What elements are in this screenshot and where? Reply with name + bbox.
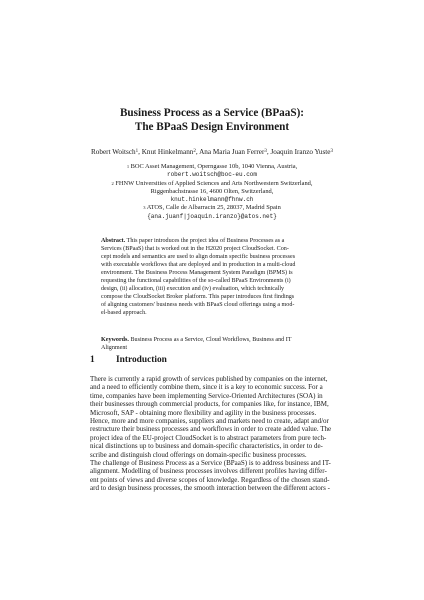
affiliation-mark: 2 [111, 180, 114, 186]
body-line: nical distinctions up to business and domain-specific characteristics, in order to de- [90, 442, 323, 451]
body-line: ent points of views and diverse scopes of knowledge. Regardless of the chosen stand- [90, 475, 330, 484]
section-title: Introduction [116, 355, 167, 365]
paper-title [60, 106, 364, 134]
author-name: Ana Maria Juan Ferrer [199, 148, 265, 156]
body-line: Hence, more and more companies, suppliers and markets need to create, adapt and/or [90, 417, 329, 426]
body-line: Microsoft, SAP - obtaining more flexibility and agility in the business processes. [90, 408, 317, 417]
body-line: and a need to efficiently combine them, since it is a key to economic success. For a [90, 383, 323, 392]
title-line: Business Process as a Service (BPaaS): [119, 107, 305, 119]
author-name: Joaquin Iranzo Yuste [270, 148, 331, 156]
abstract-line: compose the CloudSocket Broker platform. This paper introduces first findings [101, 294, 295, 300]
author-affil-mark: 2 [193, 149, 196, 154]
affiliation-line [60, 204, 364, 212]
affiliation-list [60, 163, 364, 221]
affiliation-email[interactable]: {ana.juanf|joaquin.iranzo}@atos.net} [147, 212, 277, 220]
author-list [50, 148, 374, 157]
body-line: time, companies have been implementing Service-Oriented Architectures (SOA) in [90, 391, 323, 400]
keywords-label: Keywords. [101, 337, 129, 343]
author-affil-mark: 3 [264, 149, 267, 154]
section-heading [90, 354, 167, 366]
author-affil-mark: 1 [135, 149, 139, 154]
abstract-line: requesting the functional capabilities of the so-called BPaaS Environments (i) [101, 278, 291, 284]
body-line: The challenge of Business Process as a Service (BPaaS) is to address business and IT- [90, 459, 331, 468]
body-line: ard to design business processes, the smooth interaction between the different actors - [90, 484, 330, 493]
affiliation-email[interactable]: knut.hinkelmann@fhnw.ch [170, 196, 254, 204]
abstract-line [101, 237, 323, 245]
abstract-label: Abstract. [101, 238, 126, 244]
abstract-line: cept models and semantics are used to align domain specific business processes [101, 254, 296, 260]
author-separator: , [266, 148, 271, 156]
affiliation-text: FHNW Universities of Applied Sciences and Arts Northwestern Switzerland, [113, 179, 313, 187]
affiliation-line: Riggenbachstrasse 16, 4600 Olten, Switzerland, [150, 187, 274, 195]
section-number: 1 [90, 355, 95, 365]
abstract-line: environment. The Business Process Management System Paradigm (BPMS) is [101, 270, 293, 276]
abstract-line: with executable workflows that are deployed and in production in a multi-cloud [101, 262, 296, 268]
body-text [90, 375, 334, 493]
affiliation-text: BOC Asset Management, Operngasse 10b, 1040 Vienna, Austria, [129, 163, 298, 170]
author-separator: , [195, 148, 200, 156]
affiliation-line [60, 180, 364, 188]
affiliation-line [60, 163, 364, 171]
body-line: scribe and distinguish cloud offerings on domain-specific business processes. [90, 450, 307, 459]
keywords-line [101, 336, 323, 344]
title-line: The BPaaS Design Environment [134, 121, 290, 133]
abstract-line: design, (ii) allocation, (iii) execution and (iv) evaluation, which technically [101, 286, 285, 292]
abstract-line: el-based approach. [101, 310, 147, 316]
body-line: their businesses through commercial products, for companies like, for instance, IBM, [90, 400, 329, 409]
body-line: alignment. Modelling of business processes involves different profiles having differ- [90, 467, 327, 476]
affiliation-mark: 1 [126, 164, 130, 169]
affiliation-text: ATOS, Calle de Albarracin 25, 28037, Madrid Spain [145, 204, 281, 212]
keywords-text: Business Process as a Service, Cloud Workflows, Business and IT [128, 337, 292, 343]
abstract-text: This paper introduces the project idea of Business Processes as a [125, 238, 285, 244]
author-name: Knut Hinkelmann [141, 148, 194, 156]
body-line: project idea of the EU-project CloudSocket is to abstract parameters from pure tech- [90, 433, 327, 442]
author-separator: , [138, 148, 142, 156]
abstract-line: Services (BPaaS) that is worked out in the H2020 project CloudSocket. Con- [101, 246, 289, 252]
author-affil-mark: 3 [330, 149, 333, 154]
body-line: restructure their business processes and workflows in order to create added value. The [90, 425, 332, 434]
keywords [101, 336, 323, 352]
body-line: There is currently a rapid growth of services published by companies on the internet, [90, 375, 328, 383]
abstract [101, 237, 323, 317]
abstract-line: of aligning customers' business needs with BPaaS cloud offerings using a mod- [101, 302, 295, 308]
author-name: Robert Woitsch [91, 148, 136, 156]
affiliation-mark: 3 [143, 205, 146, 211]
affiliation-email[interactable]: robert.woitsch@boc-eu.com [166, 171, 257, 179]
keywords-line: Alignment [101, 345, 128, 351]
